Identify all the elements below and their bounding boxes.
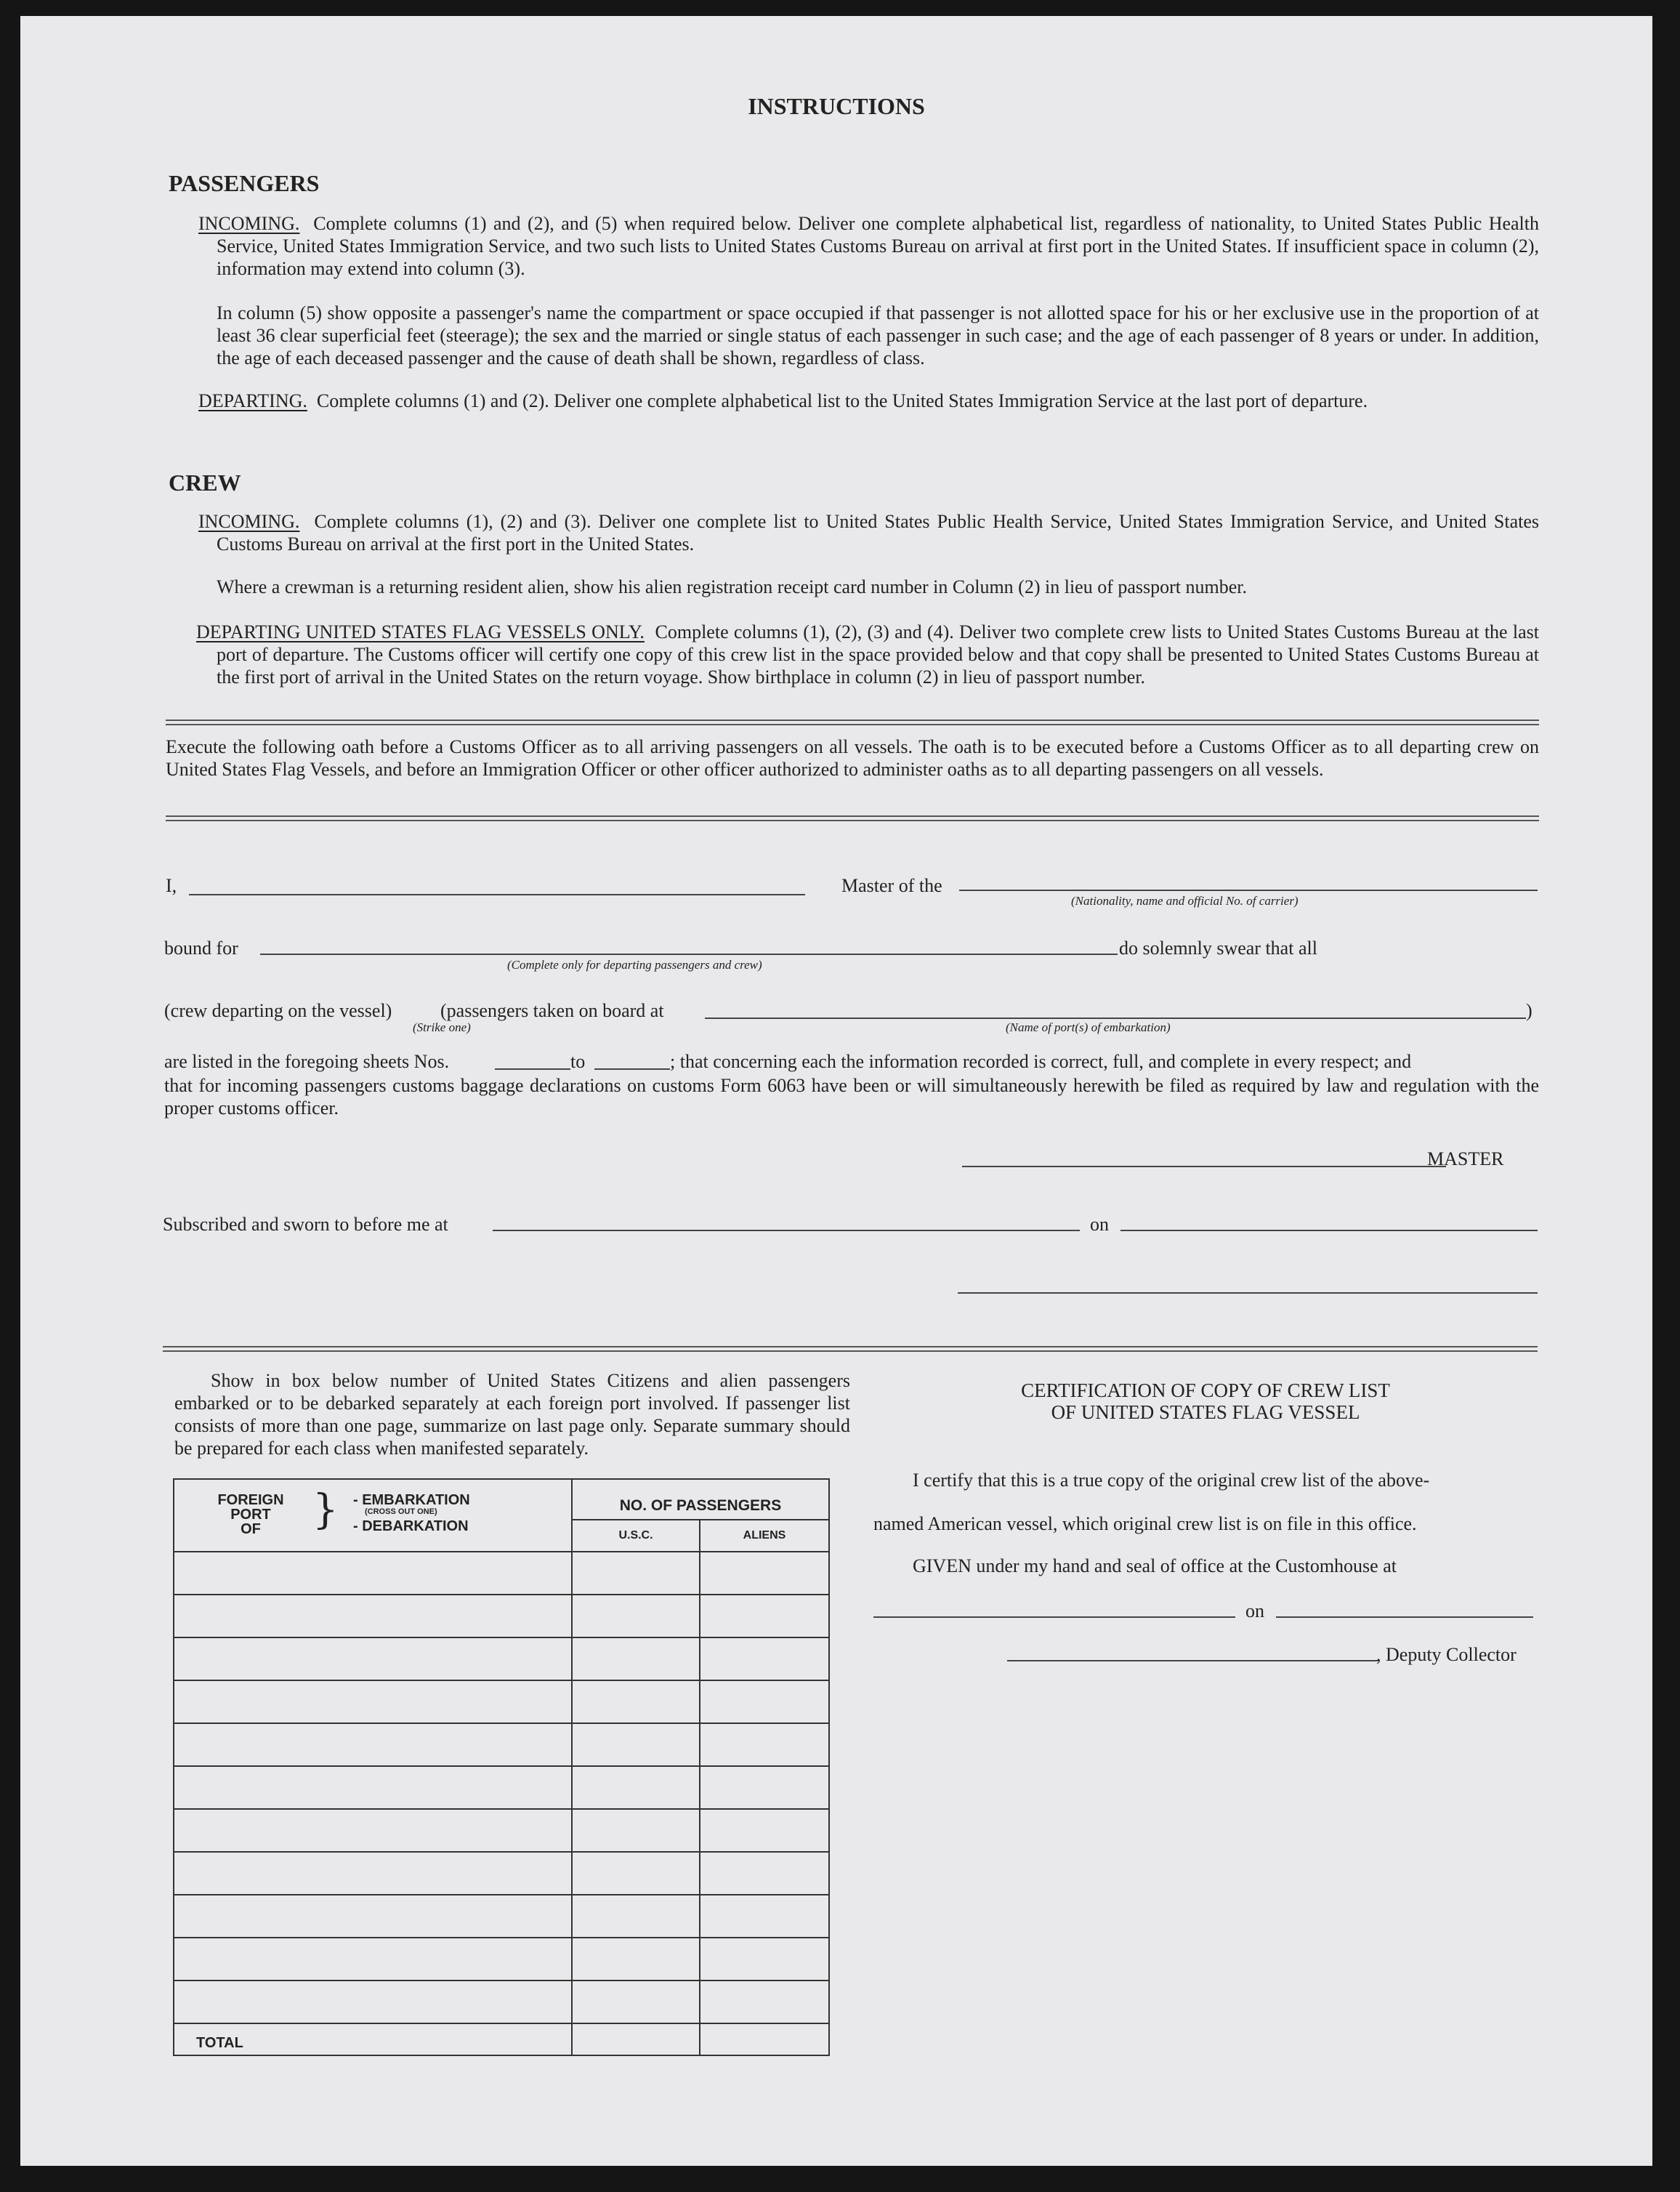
passengers-taken-option: (passengers taken on board at (440, 1000, 664, 1021)
crew-incoming-paragraph (198, 510, 1539, 555)
certification-on-label: on (1245, 1600, 1264, 1621)
usc-header: U.S.C. (572, 1520, 700, 1552)
summary-port-cell[interactable] (174, 1852, 572, 1895)
master-name-field[interactable] (189, 894, 805, 895)
port-caption: (Name of port(s) of embarkation) (1006, 1020, 1171, 1034)
deputy-collector-label: , Deputy Collector (1376, 1644, 1517, 1665)
listed-rest: ; that concerning each the information recorded is correct, full, and complete in every respect; and (670, 1051, 1412, 1072)
swear-label: do solemnly swear that all (1119, 938, 1317, 959)
passengers-column5-paragraph: In column (5) show opposite a passenger's name the compartment or space occupied if that passenger is not allotted space for his or her exclusive use in the proportion of at least 36 clear superficial feet (steerage); the sex and the married or single status of each passenger in such case; and the age of each passenger of 8 years or under. In addition, the age of each deceased passenger and the cause of death shall be shown, regardless of class. (217, 302, 1539, 368)
customhouse-field[interactable] (873, 1616, 1235, 1618)
summary-row (174, 1809, 829, 1852)
summary-port-cell[interactable] (174, 1981, 572, 2023)
of-label: OF (241, 1521, 261, 1537)
summary-row (174, 1981, 829, 2023)
summary-usc-cell[interactable] (572, 1766, 700, 1809)
sworn-date-field[interactable] (1120, 1230, 1538, 1231)
crew-departing-label: DEPARTING UNITED STATES FLAG VESSELS ONLY. (196, 621, 645, 642)
given-line: GIVEN under my hand and seal of office at the Customhouse at (913, 1555, 1397, 1576)
summary-aliens-cell[interactable] (700, 1938, 829, 1981)
sworn-on-label: on (1090, 1214, 1109, 1235)
embarkation-port-field[interactable] (705, 1018, 1526, 1019)
master-of-label: Master of the (841, 875, 942, 896)
double-divider (166, 815, 1539, 821)
certify-line-1: I certify that this is a true copy of the original crew list of the above- (913, 1470, 1430, 1491)
summary-row (174, 1895, 829, 1938)
port-label: PORT (230, 1507, 271, 1523)
passengers-departing-text: Complete columns (1) and (2). Deliver one complete alphabetical list to the United States Immigration Service at the last port of departure. (316, 390, 1368, 411)
brace-icon: } (312, 1486, 339, 1534)
certification-title-line-2: OF UNITED STATES FLAG VESSEL (1051, 1401, 1360, 1423)
summary-port-cell[interactable] (174, 1938, 572, 1981)
summary-aliens-cell[interactable] (700, 1766, 829, 1809)
passengers-heading: PASSENGERS (169, 170, 320, 196)
summary-aliens-cell[interactable] (700, 1895, 829, 1938)
debarkation-label: - DEBARKATION (353, 1518, 469, 1534)
crew-departing-text: Complete columns (1), (2), (3) and (4). Deliver two complete crew lists to United States Customs Bureau at the last port of departure. The Customs officer will certify one copy of this crew list in the space provided below and that copy shall be presented to United States Customs Bureau at the first port of arrival in the United States on the return voyage. Show birthplace in column (2) in lieu of passport number. (217, 621, 1539, 688)
sheet-from-field[interactable] (495, 1068, 570, 1070)
total-usc-cell[interactable] (572, 2023, 700, 2055)
summary-port-cell[interactable] (174, 1766, 572, 1809)
summary-usc-cell[interactable] (572, 1895, 700, 1938)
master-signature-field[interactable] (962, 1166, 1446, 1167)
bound-for-label: bound for (164, 938, 238, 959)
summary-usc-cell[interactable] (572, 1852, 700, 1895)
summary-aliens-cell[interactable] (700, 1595, 829, 1637)
summary-aliens-cell[interactable] (700, 1809, 829, 1852)
oath-intro: Execute the following oath before a Customs Officer as to all arriving passengers on all vessels. The oath is to be executed before a Customs Officer as to all departing crew on United States Flag Vessels, and before an Immigration Officer or other officer authorized to administer oaths as to all departing passengers on all vessels. (166, 736, 1539, 780)
passengers-departing-label: DEPARTING. (198, 390, 307, 411)
form-sheet (20, 16, 1652, 2166)
summary-port-cell[interactable] (174, 1595, 572, 1637)
passengers-incoming-text: Complete columns (1) and (2), and (5) when required below. Deliver one complete alphabetical list, regardless of nationality, to United States Public Health Service, United States Immigration Service, and two such lists to United States Customs Bureau on arrival at first port in the United States. If insufficient space in column (2), information may extend into column (3). (217, 213, 1540, 279)
summary-usc-cell[interactable] (572, 1723, 700, 1766)
close-paren: ) (1526, 1000, 1532, 1021)
cross-out-label: (CROSS OUT ONE) (365, 1507, 437, 1516)
foreign-label: FOREIGN (217, 1492, 284, 1508)
passengers-incoming-paragraph (198, 212, 1539, 280)
summary-aliens-cell[interactable] (700, 1552, 829, 1595)
summary-row (174, 1637, 829, 1680)
double-divider (166, 720, 1539, 725)
crew-incoming-label: INCOMING. (198, 511, 300, 532)
summary-port-cell[interactable] (174, 1680, 572, 1723)
sheet-to-field[interactable] (594, 1068, 670, 1070)
summary-aliens-cell[interactable] (700, 1680, 829, 1723)
passenger-summary-table (173, 1478, 830, 2056)
oath-i-label: I, (166, 875, 177, 896)
subscribed-label: Subscribed and sworn to before me at (163, 1214, 448, 1235)
total-label: TOTAL (174, 2023, 572, 2055)
no-of-passengers-header: NO. OF PASSENGERS (572, 1479, 829, 1520)
summary-row (174, 1723, 829, 1766)
aliens-header: ALIENS (700, 1520, 829, 1552)
listed-continuation: that for incoming passengers customs baggage declarations on customs Form 6063 have been or will simultaneously herewith be filed as required by law and regulation with the proper customs officer. (164, 1075, 1539, 1119)
summary-aliens-cell[interactable] (700, 1637, 829, 1680)
summary-usc-cell[interactable] (572, 1595, 700, 1637)
summary-usc-cell[interactable] (572, 1981, 700, 2023)
bound-for-field[interactable] (260, 954, 1118, 955)
summary-row (174, 1938, 829, 1981)
listed-prefix: are listed in the foregoing sheets Nos. (164, 1051, 450, 1072)
complete-caption: (Complete only for departing passengers and crew) (507, 958, 762, 972)
summary-usc-cell[interactable] (572, 1552, 700, 1595)
summary-row (174, 1852, 829, 1895)
summary-usc-cell[interactable] (572, 1809, 700, 1852)
summary-instructions: Show in box below number of United States Citizens and alien passengers embarked or to be debarked separately at each foreign port involved. If passenger list consists of more than one page, summarize on last page only. Separate summary should be prepared for each class when manifested separately. (174, 1370, 850, 1459)
summary-row (174, 1552, 829, 1595)
summary-port-cell[interactable] (174, 1723, 572, 1766)
summary-row (174, 1680, 829, 1723)
summary-aliens-cell[interactable] (700, 1852, 829, 1895)
crew-returning-paragraph: Where a crewman is a returning resident alien, show his alien registration receipt card number in Column (2) in lieu of passport number. (217, 576, 1248, 597)
summary-aliens-cell[interactable] (700, 1981, 829, 2023)
crew-departing-paragraph (196, 621, 1539, 688)
summary-usc-cell[interactable] (572, 1938, 700, 1981)
summary-row (174, 1595, 829, 1637)
carrier-field[interactable] (959, 890, 1538, 891)
double-divider (163, 1346, 1538, 1352)
certification-title-line-1: CERTIFICATION OF COPY OF CREW LIST (1021, 1379, 1390, 1401)
summary-aliens-cell[interactable] (700, 1723, 829, 1766)
page-title: INSTRUCTIONS (748, 93, 925, 119)
summary-row (174, 1766, 829, 1809)
embarkation-label: - EMBARKATION (353, 1492, 470, 1508)
crew-heading: CREW (169, 470, 241, 496)
sworn-place-field[interactable] (493, 1230, 1080, 1231)
strike-caption: (Strike one) (413, 1020, 471, 1034)
crew-departing-option: (crew departing on the vessel) (164, 1000, 392, 1021)
nationality-caption: (Nationality, name and official No. of carrier) (1071, 894, 1299, 908)
summary-usc-cell[interactable] (572, 1637, 700, 1680)
to-label: to (570, 1051, 586, 1072)
certify-line-2: named American vessel, which original crew list is on file in this office. (873, 1513, 1417, 1534)
summary-port-cell[interactable] (174, 1637, 572, 1680)
certification-date-field[interactable] (1276, 1616, 1533, 1618)
officer-signature-field[interactable] (958, 1292, 1538, 1294)
summary-port-cell[interactable] (174, 1895, 572, 1938)
passengers-incoming-label: INCOMING. (198, 213, 300, 234)
summary-usc-cell[interactable] (572, 1680, 700, 1723)
port-header-cell (174, 1479, 572, 1552)
deputy-signature-field[interactable] (1007, 1660, 1378, 1661)
passengers-departing-paragraph (198, 390, 1539, 412)
crew-incoming-text: Complete columns (1), (2) and (3). Deliver one complete list to United States Public Health Service, United States Immigration Service, and United States Customs Bureau on arrival at the first port in the United States. (217, 511, 1539, 555)
total-aliens-cell[interactable] (700, 2023, 829, 2055)
summary-port-cell[interactable] (174, 1552, 572, 1595)
summary-port-cell[interactable] (174, 1809, 572, 1852)
certification-title (869, 1379, 1542, 1423)
master-label: MASTER (1427, 1148, 1504, 1169)
